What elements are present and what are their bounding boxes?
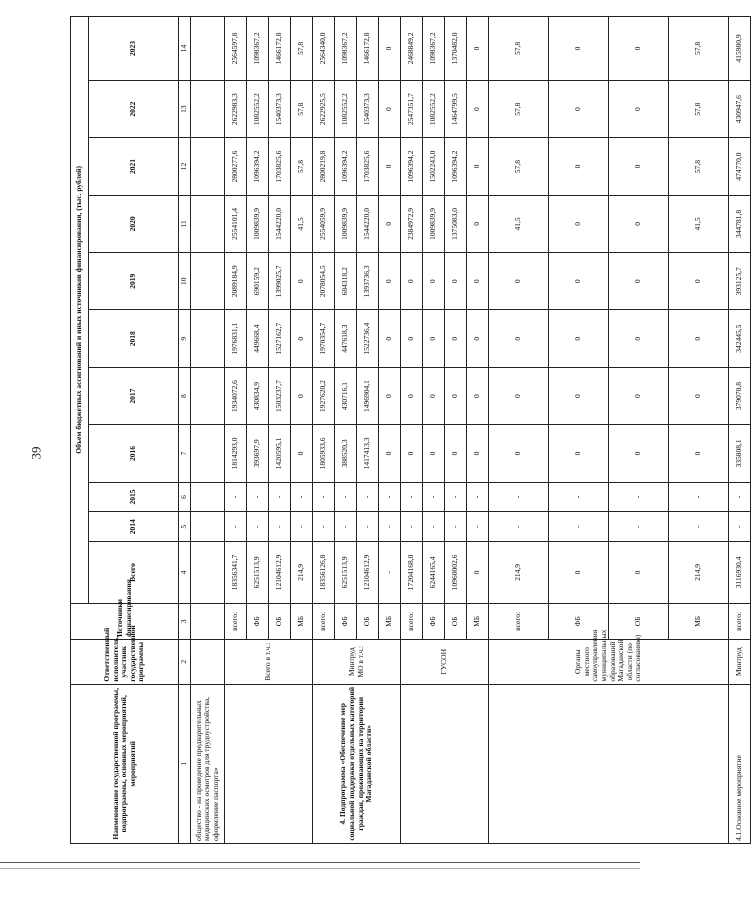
value-cell: - bbox=[379, 512, 401, 542]
value-cell: 12104612,9 bbox=[357, 542, 379, 604]
row-source: МБ bbox=[467, 603, 489, 639]
row-source: ОБ bbox=[269, 603, 291, 639]
column-index: 3 bbox=[179, 603, 191, 639]
value-cell: 3116930,4 bbox=[729, 542, 751, 604]
value-cell: 1096394,2 bbox=[335, 138, 357, 195]
header-year: 2022 bbox=[89, 80, 179, 137]
value-cell: 6251513,9 bbox=[247, 542, 269, 604]
value-cell: 1540373,3 bbox=[357, 80, 379, 137]
value-cell: 41,5 bbox=[291, 195, 313, 252]
value-cell: 2622983,3 bbox=[225, 80, 247, 137]
value-cell: 1098367,2 bbox=[335, 17, 357, 81]
value-cell: 0 bbox=[609, 17, 669, 81]
value-cell: 0 bbox=[609, 310, 669, 367]
value-cell: 0 bbox=[489, 425, 549, 482]
value-cell: 0 bbox=[609, 542, 669, 604]
value-cell: - bbox=[489, 512, 549, 542]
value-cell: 1420595,1 bbox=[269, 425, 291, 482]
value-cell: 0 bbox=[669, 310, 729, 367]
column-index: 7 bbox=[179, 425, 191, 482]
value-cell: 1393736,3 bbox=[357, 253, 379, 310]
value-cell: 57,8 bbox=[489, 138, 549, 195]
value-cell: 1814293,0 bbox=[225, 425, 247, 482]
value-cell: 1009839,9 bbox=[335, 195, 357, 252]
value-cell: - bbox=[335, 482, 357, 512]
value-cell: - bbox=[549, 512, 609, 542]
value-cell: 2800219,8 bbox=[313, 138, 335, 195]
row-executor: Органы местного самоуправления муниципальных образований Магаданской области (по согласованию) bbox=[489, 639, 729, 684]
value-cell: 1540373,3 bbox=[269, 80, 291, 137]
value-cell: 2554059,9 bbox=[313, 195, 335, 252]
row-source: ОБ bbox=[357, 603, 379, 639]
row-name bbox=[225, 684, 313, 843]
value-cell: 1466172,8 bbox=[269, 17, 291, 81]
value-cell: 0 bbox=[467, 138, 489, 195]
value-cell: 6251513,9 bbox=[335, 542, 357, 604]
value-cell: 1703825,6 bbox=[269, 138, 291, 195]
page-divider bbox=[0, 868, 640, 869]
value-cell: 0 bbox=[379, 425, 401, 482]
value-cell: - bbox=[549, 482, 609, 512]
value-cell: - bbox=[379, 482, 401, 512]
row-name: 4.1.Основное мероприятие bbox=[729, 684, 751, 843]
page-number: 39 bbox=[28, 446, 44, 460]
value-cell: - bbox=[247, 512, 269, 542]
empty-cell bbox=[191, 367, 225, 424]
value-cell: 57,8 bbox=[291, 80, 313, 137]
value-cell: 0 bbox=[423, 367, 445, 424]
value-cell: 0 bbox=[549, 17, 609, 81]
value-cell: 2089184,9 bbox=[225, 253, 247, 310]
empty-cell bbox=[191, 512, 225, 542]
value-cell: 1009839,9 bbox=[247, 195, 269, 252]
header-year: 2014 bbox=[89, 512, 179, 542]
value-cell: 1399025,7 bbox=[269, 253, 291, 310]
row-executor: Всего в т.ч.: bbox=[225, 639, 313, 684]
value-cell: 0 bbox=[401, 253, 423, 310]
row-source: ОБ bbox=[445, 603, 467, 639]
value-cell: - bbox=[467, 512, 489, 542]
value-cell: 0 bbox=[467, 195, 489, 252]
budget-table bbox=[70, 16, 751, 844]
value-cell: 684318,2 bbox=[335, 253, 357, 310]
header-year: 2018 bbox=[89, 310, 179, 367]
table-body bbox=[191, 17, 751, 844]
value-cell: 1927620,2 bbox=[313, 367, 335, 424]
row-source: МБ bbox=[669, 603, 729, 639]
value-cell: 1370482,0 bbox=[445, 17, 467, 81]
table-row bbox=[401, 17, 423, 844]
value-cell: 1805933,6 bbox=[313, 425, 335, 482]
value-cell: 393697,9 bbox=[247, 425, 269, 482]
row-source: ФБ bbox=[423, 603, 445, 639]
value-cell: 10960002,6 bbox=[445, 542, 467, 604]
value-cell: 335808,1 bbox=[729, 425, 751, 482]
value-cell: 1098367,2 bbox=[247, 17, 269, 81]
row-source: ФБ bbox=[247, 603, 269, 639]
value-cell: 57,8 bbox=[291, 138, 313, 195]
empty-cell bbox=[191, 17, 225, 81]
value-cell: 18356126,8 bbox=[313, 542, 335, 604]
value-cell: 1544220,0 bbox=[269, 195, 291, 252]
value-cell: 0 bbox=[467, 17, 489, 81]
value-cell: - bbox=[669, 482, 729, 512]
value-cell: - bbox=[291, 482, 313, 512]
column-index: 6 bbox=[179, 482, 191, 512]
value-cell: 0 bbox=[669, 425, 729, 482]
value-cell: 0 bbox=[669, 367, 729, 424]
value-cell: 2564340,0 bbox=[313, 17, 335, 81]
value-cell: 41,5 bbox=[669, 195, 729, 252]
value-cell: 0 bbox=[467, 253, 489, 310]
empty-cell bbox=[191, 425, 225, 482]
value-cell: 0 bbox=[379, 310, 401, 367]
value-cell: 379070,8 bbox=[729, 367, 751, 424]
value-cell: 214,9 bbox=[291, 542, 313, 604]
value-cell: 1082552,2 bbox=[247, 80, 269, 137]
column-index: 13 bbox=[179, 80, 191, 137]
value-cell: - bbox=[609, 482, 669, 512]
value-cell: 0 bbox=[549, 310, 609, 367]
value-cell: 0 bbox=[379, 138, 401, 195]
value-cell: 0 bbox=[401, 310, 423, 367]
value-cell: 0 bbox=[609, 253, 669, 310]
value-cell: - bbox=[269, 512, 291, 542]
value-cell: 1464799,5 bbox=[445, 80, 467, 137]
value-cell: 449668,4 bbox=[247, 310, 269, 367]
row-source: всего: bbox=[401, 603, 423, 639]
value-cell: - bbox=[423, 512, 445, 542]
header-year: 2016 bbox=[89, 425, 179, 482]
row-executor: Минтруд bbox=[729, 639, 751, 684]
value-cell: 1417413,3 bbox=[357, 425, 379, 482]
value-cell: 0 bbox=[609, 367, 669, 424]
value-cell: 18356341,7 bbox=[225, 542, 247, 604]
row-source: всего: bbox=[313, 603, 335, 639]
value-cell: 0 bbox=[609, 195, 669, 252]
value-cell: 0 bbox=[291, 253, 313, 310]
header-year: 2017 bbox=[89, 367, 179, 424]
value-cell: 0 bbox=[401, 425, 423, 482]
value-cell: 0 bbox=[549, 80, 609, 137]
value-cell: 0 bbox=[669, 253, 729, 310]
value-cell: - bbox=[445, 482, 467, 512]
row-name bbox=[489, 684, 729, 843]
row-source: ФБ bbox=[549, 603, 609, 639]
row-source: МБ bbox=[379, 603, 401, 639]
budget-table-rotated bbox=[70, 16, 744, 844]
value-cell: - bbox=[401, 482, 423, 512]
row-source: ФБ bbox=[335, 603, 357, 639]
empty-cell bbox=[191, 195, 225, 252]
value-cell: 2078054,5 bbox=[313, 253, 335, 310]
value-cell: 0 bbox=[549, 542, 609, 604]
header-year: 2015 bbox=[89, 482, 179, 512]
value-cell: 214,9 bbox=[489, 542, 549, 604]
value-cell: - bbox=[335, 512, 357, 542]
value-cell: 430947,6 bbox=[729, 80, 751, 137]
value-cell: 0 bbox=[489, 310, 549, 367]
value-cell: 0 bbox=[609, 138, 669, 195]
value-cell: - bbox=[247, 482, 269, 512]
header-year: 2020 bbox=[89, 195, 179, 252]
row-name: 4. Подпрограмма «Обеспечение мер социальной поддержки отдельных категорий граждан, проживающих на территории Магаданской области» bbox=[313, 684, 401, 843]
value-cell: 0 bbox=[609, 80, 669, 137]
value-cell: 388520,3 bbox=[335, 425, 357, 482]
row-name bbox=[401, 684, 489, 843]
value-cell: - bbox=[357, 512, 379, 542]
value-cell: 1375083,0 bbox=[445, 195, 467, 252]
value-cell: 430834,9 bbox=[247, 367, 269, 424]
empty-cell bbox=[191, 310, 225, 367]
value-cell: 0 bbox=[489, 367, 549, 424]
header-year: 2019 bbox=[89, 253, 179, 310]
value-cell: - bbox=[669, 512, 729, 542]
value-cell: - bbox=[467, 482, 489, 512]
value-cell: 1096394,2 bbox=[445, 138, 467, 195]
value-cell: 1502243,0 bbox=[423, 138, 445, 195]
value-cell: - bbox=[423, 482, 445, 512]
empty-cell bbox=[191, 80, 225, 137]
value-cell: 1934072,6 bbox=[225, 367, 247, 424]
value-cell: 1703825,6 bbox=[357, 138, 379, 195]
empty-cell bbox=[191, 542, 225, 604]
value-cell: 0 bbox=[291, 425, 313, 482]
value-cell: 2468849,2 bbox=[401, 17, 423, 81]
value-cell: 57,8 bbox=[669, 138, 729, 195]
value-cell: 0 bbox=[467, 80, 489, 137]
value-cell: - bbox=[291, 512, 313, 542]
value-cell: 0 bbox=[467, 310, 489, 367]
value-cell: 0 bbox=[291, 310, 313, 367]
empty-cell bbox=[191, 603, 225, 639]
value-cell: 0 bbox=[423, 425, 445, 482]
empty-cell bbox=[191, 482, 225, 512]
value-cell: 1082552,2 bbox=[335, 80, 357, 137]
value-cell: 12104612,9 bbox=[269, 542, 291, 604]
header-name: Наименование государственной программы, подпрограммы, основных мероприятий, мероприятий bbox=[71, 684, 179, 843]
row-source: всего: bbox=[489, 603, 549, 639]
column-index: 2 bbox=[179, 639, 191, 684]
empty-cell bbox=[191, 253, 225, 310]
value-cell: - bbox=[313, 512, 335, 542]
table-row bbox=[225, 17, 247, 844]
value-cell: 0 bbox=[609, 425, 669, 482]
value-cell: 0 bbox=[445, 253, 467, 310]
value-cell: 2547351,7 bbox=[401, 80, 423, 137]
row-source: всего: bbox=[729, 603, 751, 639]
value-cell: 690159,2 bbox=[247, 253, 269, 310]
value-cell: - bbox=[489, 482, 549, 512]
value-cell: 57,8 bbox=[669, 17, 729, 81]
value-cell: 0 bbox=[467, 425, 489, 482]
value-cell: 0 bbox=[549, 425, 609, 482]
empty-cell bbox=[191, 639, 225, 684]
value-cell: 214,9 bbox=[669, 542, 729, 604]
row-source: всего: bbox=[225, 603, 247, 639]
value-cell: 0 bbox=[445, 367, 467, 424]
value-cell: 1544220,0 bbox=[357, 195, 379, 252]
value-cell: 393125,7 bbox=[729, 253, 751, 310]
column-index: 1 bbox=[179, 684, 191, 843]
value-cell: 57,8 bbox=[291, 17, 313, 81]
value-cell: 342445,5 bbox=[729, 310, 751, 367]
header-year: Всего bbox=[89, 542, 179, 604]
value-cell: 0 bbox=[467, 542, 489, 604]
value-cell: 2554101,4 bbox=[225, 195, 247, 252]
value-cell: 1976831,1 bbox=[225, 310, 247, 367]
value-cell: 2564597,8 bbox=[225, 17, 247, 81]
value-cell: 2622925,5 bbox=[313, 80, 335, 137]
page-divider bbox=[0, 862, 640, 863]
value-cell: 430716,1 bbox=[335, 367, 357, 424]
value-cell: 0 bbox=[549, 195, 609, 252]
value-cell: 0 bbox=[423, 310, 445, 367]
value-cell: 0 bbox=[489, 253, 549, 310]
value-cell: - bbox=[729, 482, 751, 512]
value-cell: 1082552,2 bbox=[423, 80, 445, 137]
column-index: 4 bbox=[179, 542, 191, 604]
column-index: 9 bbox=[179, 310, 191, 367]
column-index: 10 bbox=[179, 253, 191, 310]
value-cell: - bbox=[225, 482, 247, 512]
column-index: 8 bbox=[179, 367, 191, 424]
value-cell: - bbox=[445, 512, 467, 542]
value-cell: 6244165,4 bbox=[423, 542, 445, 604]
value-cell: 0 bbox=[445, 310, 467, 367]
value-cell: 474770,0 bbox=[729, 138, 751, 195]
value-cell: 0 bbox=[379, 17, 401, 81]
value-cell: 1009839,9 bbox=[423, 195, 445, 252]
value-cell: 0 bbox=[379, 367, 401, 424]
value-cell: 1522736,4 bbox=[357, 310, 379, 367]
value-cell: - bbox=[401, 512, 423, 542]
value-cell: 1970354,7 bbox=[313, 310, 335, 367]
value-cell: - bbox=[609, 512, 669, 542]
value-cell: 0 bbox=[549, 138, 609, 195]
value-cell: 2800277,6 bbox=[225, 138, 247, 195]
value-cell: 1503237,7 bbox=[269, 367, 291, 424]
value-cell: 344781,8 bbox=[729, 195, 751, 252]
header-year: 2023 bbox=[89, 17, 179, 81]
value-cell: 57,8 bbox=[489, 80, 549, 137]
value-cell: 0 bbox=[379, 195, 401, 252]
value-cell: 0 bbox=[445, 425, 467, 482]
value-cell: 0 bbox=[401, 367, 423, 424]
value-cell: 0 bbox=[379, 253, 401, 310]
row-executor: ГУСОН bbox=[401, 639, 489, 684]
value-cell: 0 bbox=[379, 80, 401, 137]
value-cell: - bbox=[269, 482, 291, 512]
value-cell: - bbox=[225, 512, 247, 542]
row-name: общество - на проведение предварительных медицинских осмотров для трудоустройства, оформление паспорта» bbox=[191, 684, 225, 843]
row-source: ОБ bbox=[609, 603, 669, 639]
value-cell: 415980,9 bbox=[729, 17, 751, 81]
value-cell: 1466172,8 bbox=[357, 17, 379, 81]
table-row bbox=[313, 17, 335, 844]
value-cell: 2384972,9 bbox=[401, 195, 423, 252]
value-cell: 1096394,2 bbox=[247, 138, 269, 195]
value-cell: 17204168,0 bbox=[401, 542, 423, 604]
column-index: 11 bbox=[179, 195, 191, 252]
value-cell: - bbox=[313, 482, 335, 512]
header-executor: Ответственный исполнитель, участник государственной программы bbox=[71, 639, 179, 684]
header-year: 2021 bbox=[89, 138, 179, 195]
table-row bbox=[489, 17, 549, 844]
value-cell: 0 bbox=[549, 253, 609, 310]
value-cell: - bbox=[729, 512, 751, 542]
header-source: Источники финансирования bbox=[71, 603, 179, 639]
value-cell: 1098367,2 bbox=[423, 17, 445, 81]
value-cell: 1496904,1 bbox=[357, 367, 379, 424]
table-row bbox=[729, 17, 751, 844]
row-executor: Минтруд МО в т.ч.: bbox=[313, 639, 401, 684]
column-index: 14 bbox=[179, 17, 191, 81]
table-row bbox=[191, 17, 225, 844]
value-cell: 1096394,2 bbox=[401, 138, 423, 195]
value-cell: 0 bbox=[467, 367, 489, 424]
value-cell: - bbox=[379, 542, 401, 604]
value-cell: 0 bbox=[549, 367, 609, 424]
value-cell: - bbox=[357, 482, 379, 512]
value-cell: 41,5 bbox=[489, 195, 549, 252]
header-funding-group: Объем бюджетных ассигнований и иных источников финансирования, (тыс. рублей) bbox=[71, 17, 89, 604]
value-cell: 0 bbox=[423, 253, 445, 310]
value-cell: 57,8 bbox=[489, 17, 549, 81]
value-cell: 1527162,7 bbox=[269, 310, 291, 367]
empty-cell bbox=[191, 138, 225, 195]
column-index: 12 bbox=[179, 138, 191, 195]
value-cell: 447618,3 bbox=[335, 310, 357, 367]
value-cell: 0 bbox=[291, 367, 313, 424]
value-cell: 57,8 bbox=[669, 80, 729, 137]
column-index: 5 bbox=[179, 512, 191, 542]
row-source: МБ bbox=[291, 603, 313, 639]
